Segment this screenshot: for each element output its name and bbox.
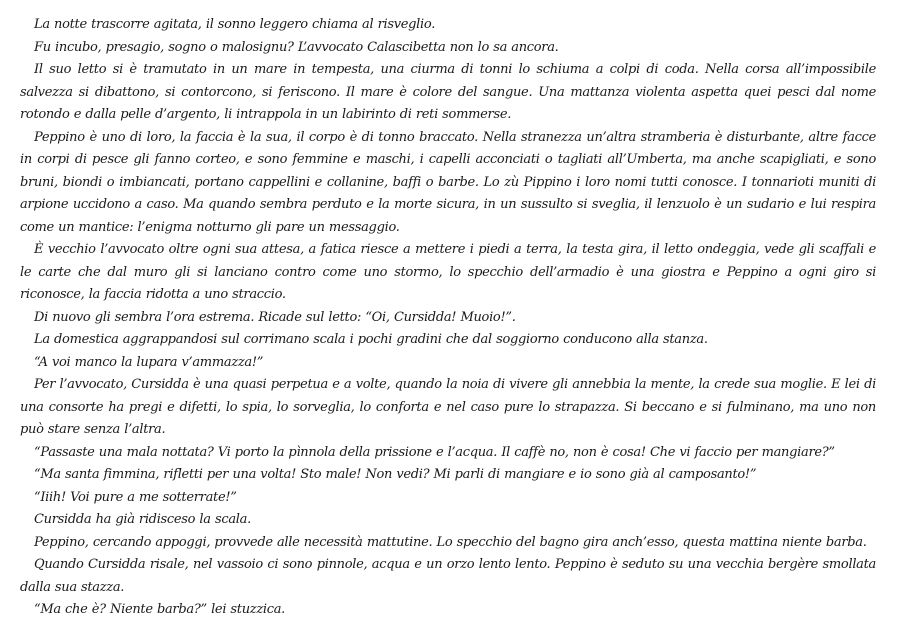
paragraph: Cursidda ha già ridisceso la scala. xyxy=(34,512,251,527)
paragraph: “Passaste una mala nottata? Vi porto la pìnnola della prissione e l’acqua. Il caffè no, non è cosa! Che vi faccio per mangiare?” xyxy=(34,444,835,460)
paragraph: “Iiih! Voi pure a me sotterrate!” xyxy=(34,489,237,505)
paragraph: Per l’avvocato, Cursidda è una quasi perpetua e a volte, quando la noia di vivere gli annebbia la mente, la crede sua moglie. E lei di una consorte ha pregi e difetti, lo spia, lo sorveglia, lo conforta e nel caso pure lo strapazza. Si beccano e si fulminano, ma uno non può stare senza l’altra. xyxy=(20,377,876,437)
paragraph: È vecchio l’avvocato oltre ogni sua attesa, a fatica riesce a mettere i piedi a terra, la testa gira, il letto ondeggia, vede gli scaffali e le carte che dal muro gli si lanciano contro come uno stormo, lo specchio dell’armadio è una giostra e Peppino a ogni giro si riconosce, la faccia ridotta a uno straccio. xyxy=(20,242,876,302)
text-body xyxy=(20,14,876,622)
paragraph: Il suo letto si è tramutato in un mare in tempesta, una ciurma di tonni lo schiuma a colpi di coda. Nella corsa all’impossibile salvezza si dibattono, si contorcono, si feriscono. Il mare è colore del sangue. Una mattanza violenta aspetta quei pesci dal nome rotondo e dalla pelle d’argento, li intrappola in un labirinto di reti sommerse. xyxy=(20,62,876,122)
paragraph: Fu incubo, presagio, sogno o malosignu? L’avvocato Calascibetta non lo sa ancora. xyxy=(34,39,559,55)
paragraph: Quando Cursidda risale, nel vassoio ci sono pinnole, acqua e un orzo lento lento. Peppino è seduto su una vecchia bergère smollata dalla sua stazza. xyxy=(20,557,876,595)
paragraph: “A voi manco la lupara v’ammazza!” xyxy=(34,354,264,370)
paragraph: Di nuovo gli sembra l’ora estrema. Ricade sul letto: “Oi, Cursidda! Muoio!”. xyxy=(34,309,516,325)
paragraph: “Ma santa fimmina, rifletti per una volta! Sto male! Non vedi? Mi parli di mangiare e io sono già al camposanto!” xyxy=(34,467,757,482)
paragraph: Peppino è uno di loro, la faccia è la sua, il corpo è di tonno braccato. Nella stranezza un’altra stramberia è disturbante, altre facce in corpi di pesce gli fanno corteo, e sono femmine e maschi, i capelli acconciati o tagliati all’Umberta, ma anche scapigliati, e sono bruni, biondi o imbiancati, portano cappellini e collanine, baffi o barbe. Lo zù Pippino i loro nomi tutti conosce. I tonnarioti muniti di arpione uccidono a caso. Ma quando sembra perduto e la morte sicura, in un sussulto si sveglia, il lenzuolo è un sudario e lui respira come un mantice: l’enigma notturno gli pare un messaggio. xyxy=(20,129,876,235)
paragraph: La notte trascorre agitata, il sonno leggero chiama al risveglio. xyxy=(34,17,436,32)
paragraph: Peppino, cercando appoggi, provvede alle necessità mattutine. Lo specchio del bagno gira anch’esso, questa mattina niente barba. xyxy=(34,534,867,550)
paragraph: La domestica aggrappandosi sul corrimano scala i pochi gradini che dal soggiorno conducono alla stanza. xyxy=(34,332,708,347)
paragraph: “Ma che è? Niente barba?” lei stuzzica. xyxy=(34,602,285,617)
